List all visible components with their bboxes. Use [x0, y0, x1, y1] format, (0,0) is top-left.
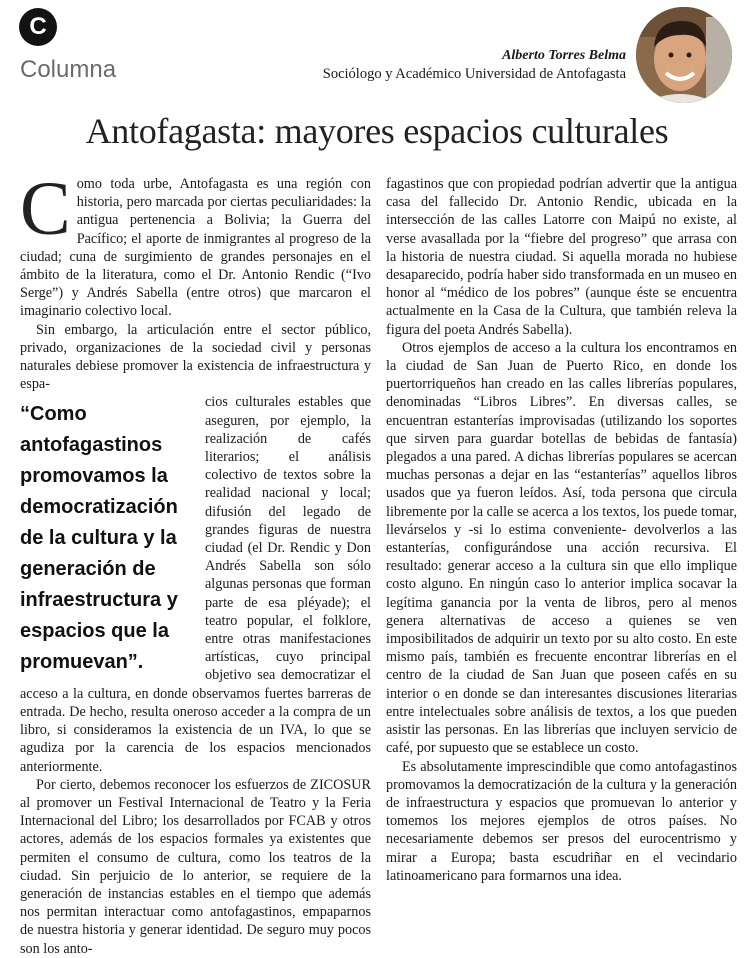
article-title: Antofagasta: mayores espacios culturales — [85, 111, 669, 151]
pull-quote: “Como antofagastinos promovamos la democratización de la cultura y la generación de infraestructura y espacios que la promuevan”. — [20, 403, 178, 674]
paragraph — [20, 167, 371, 321]
section-label: Columna — [20, 56, 117, 83]
paragraph: cios culturales estables que aseguren, por ejemplo, la realización de cafés literarios; el análisis colectivo de textos sobre la realidad nacional y local; difusión del legado de grandes figuras de nuestra ciudad (el Dr. Rendic y Don Andrés Sabella son sólo algunas personas que forman parte de esa pléyade); el teatro popular, el folklore, entre otras manifestaciones artísticas, cuyo principal objetivo sea democratizar el acceso a la cultura, en donde observamos fuertes barreras de entrada. De hecho, resulta oneroso acceder a la compra de un libro, si consideramos la existencia de un IVA, lo que se agudiza por la carencia de los espacios mencionados anteriormente. — [20, 394, 371, 775]
author-name: Alberto Torres Belma — [502, 48, 626, 63]
paragraph: Por cierto, debemos reconocer los esfuerzos de ZICOSUR al promover un Festival Internacional de Teatro y la Feria Internacional del Libro; los desarrollados por FCAB y otros actores, además de los espacios formales ya existentes que permiten el consumo de cultura, como los teatros de la ciudad. Sin perjuicio de lo anterior, se requiere de la generación de instancias estables en el tiempo que además nos permitan interactuar como antofagastinos, empaparnos de nuestra historia y generar identidad. De seguro muy pocos son los anto- — [20, 776, 371, 957]
paragraph: Otros ejemplos de acceso a la cultura los encontramos en la ciudad de San Juan de Puerto Rico, en donde los puertorriqueños han creado en las calles librerías populares, denominadas “Libros Libres”. En diversas calles, se encuentran estanterías improvisadas (utilizando los soportes que sirven para guardar botellas de bebidas de fantasía) plegados a una pared. A dichas librerías populares se acercan muchas personas a dejar en las “estanterías” aquellos libros usados que ya fueron leídos. Así, toda persona que circula libremente por la calle se acerca a los textos, los puede tomar, llevárselos y -si lo estima conveniente- devolverlos a las estanterías, configurándose una acción recursiva. El resultado: generar acceso a la cultura sin que ello implique costo alguno. En ningún caso lo anterior implica socavar la legítima ganancia por la venta de libros, pero al menos genera alternativas de acceso a quienes se ven imposibilitados de adquirir un texto por su alto costo. En este mismo país, también es frecuente encontrar librerías en el centro de la ciudad de San Juan que poseen cafés en su interior o en donde se dan interesantes discusiones literarias entre intelectuales sobre análisis de textos, a los que pueden asistir las personas. En las librerías que incluyen servicio de café, por supuesto que se establece un costo. — [386, 339, 737, 757]
paragraph-text: omo toda urbe, Antofagasta es una región con historia, pero marcada por ciertas peculiaridades: la antigua pertenencia a Bolivia; la Guerra del Pacífico; el aporte de inmigrantes al progreso de la ciudad; cuna de surgimiento de grandes personajes en el ámbito de la literatura, como el Dr. Antonio Rendic (“Ivo Serge”) y Andrés Sabella (entre otros) que marcaron el imaginario colectivo local. — [20, 176, 371, 320]
author-role: Sociólogo y Académico Universidad de Antofagasta — [322, 66, 626, 82]
drop-cap: C — [20, 167, 71, 251]
author-photo — [636, 7, 732, 103]
paragraph: fagastinos que con propiedad podrían advertir que la antigua casa del fallecido Dr. Antonio Rendic, ubicada en la intersección de las calles Latorre con Maipú no existe, al verse avasallada por la “fiebre del progreso” que arrasa con la historia de nuestra ciudad. Si aquella morada no hubiese desaparecido, podría haber sido transformada en un museo en honor al “médico de los pobres” (aunque éste se encuentra actualmente en la Casa de la Cultura, que también releva la figura del poeta Andrés Sabella). — [386, 176, 737, 338]
article-column-right — [386, 175, 737, 885]
paragraph: Sin embargo, la articulación entre el sector público, privado, organizaciones de la sociedad civil y personas naturales debiese promover la existencia de infraestructura y espa- — [20, 321, 371, 393]
article-column-left — [20, 167, 371, 958]
author-portrait-image — [636, 7, 732, 103]
section-badge: C — [19, 8, 57, 46]
paragraph: Es absolutamente imprescindible que como antofagastinos promovamos la democratización de la cultura y la generación de infraestructura y espacios que promuevan lo anterior y tomemos los mejores ejemplos de otros países. No necesariamente debemos ser presos del eurocentrismo y mirar a Europa; basta escudriñar en el vecindario latinoamericano para formarnos una idea. — [386, 758, 737, 884]
